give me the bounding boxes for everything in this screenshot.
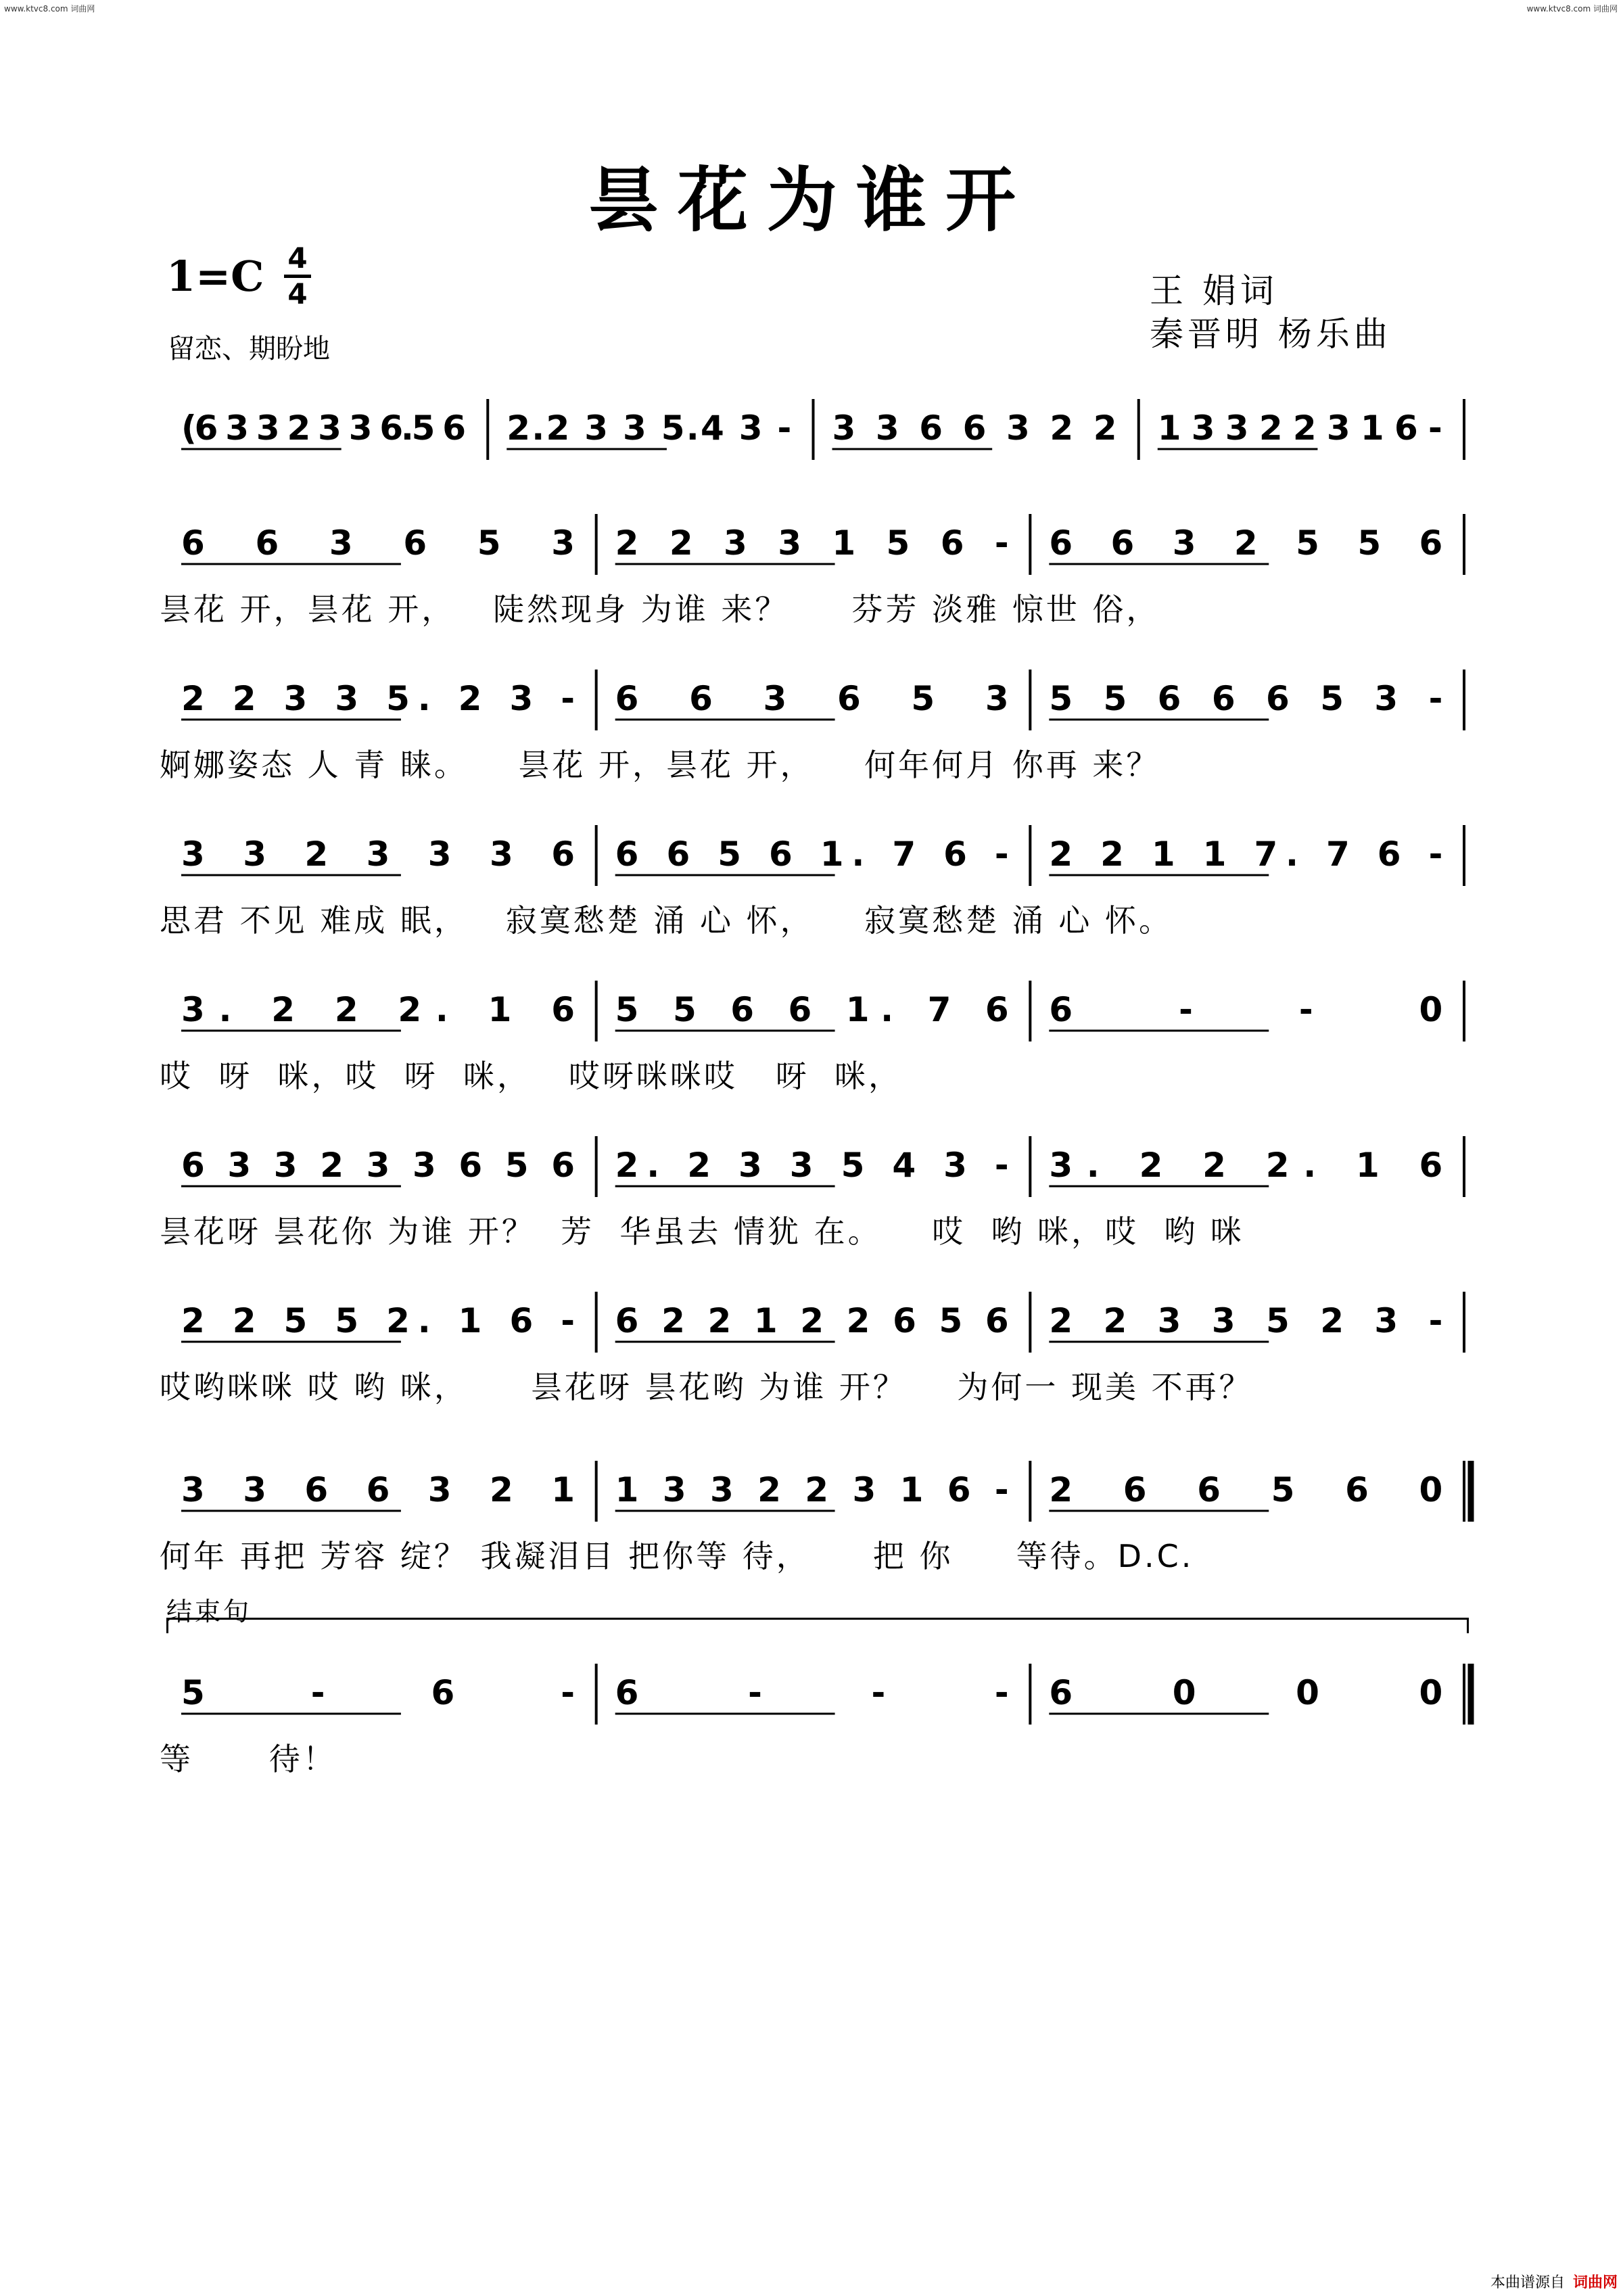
measure-notes: 2 2 3 3 1 5 6 - xyxy=(615,523,1009,563)
measure-notes: 2.2 3 3 5.4 3 - xyxy=(507,408,792,448)
notation-svg xyxy=(0,974,1623,1055)
measure-notes: 6 3 3 2 3 3 6 5 6 xyxy=(181,1146,575,1185)
footer-text: 本曲谱源自 xyxy=(1490,2274,1565,2291)
key-signature: 1=C xyxy=(166,252,264,301)
measure-notes: 6 - - 0 xyxy=(1049,990,1443,1029)
tempo-marking: 留恋、期盼地 xyxy=(168,333,330,365)
measure-notes: 6 2 2 1 2 2 6 5 6 xyxy=(615,1301,1009,1340)
site-watermark-left: www.ktvc8.com 词曲网 xyxy=(4,4,95,14)
measure-notes: 2 2 5 5 2. 1 6 - xyxy=(181,1301,575,1340)
measure-notes: 2 6 6 5 6 0 xyxy=(1049,1470,1443,1509)
time-signature xyxy=(284,243,311,309)
lyricist-credit: 王 娟词 xyxy=(1150,271,1278,310)
site-watermark-right: www.ktvc8.com 词曲网 xyxy=(1526,4,1618,14)
lyric-line: 哎哟咪咪 哎 哟 咪， 昙花呀 昙花哟 为谁 开？ 为何一 现美 不再？ xyxy=(160,1369,1253,1405)
ending-label: 结束句 xyxy=(166,1597,252,1626)
footer-brand: 词曲网 xyxy=(1572,2274,1618,2291)
measure-notes: 5 - 6 - xyxy=(181,1673,575,1712)
measure-notes: 2. 2 3 3 5 4 3 - xyxy=(615,1146,1009,1185)
notation-svg xyxy=(0,1454,1623,1535)
measure-notes: 1 3 3 2 2 3 1 6 - xyxy=(615,1470,1009,1509)
measure-notes: 3. 2 2 2. 1 6 xyxy=(181,990,575,1029)
meter-top: 4 xyxy=(287,241,308,275)
notation-svg xyxy=(0,392,1623,473)
source-footer xyxy=(1490,2271,1618,2292)
song-title: 昙花为谁开 xyxy=(588,158,1035,241)
lyric-line: 昙花呀 昙花你 为谁 开？ 芳 华虽去 情犹 在。 哎 哟 咪，哎 哟 咪 xyxy=(160,1213,1244,1250)
measure-notes: 2 2 3 3 5 2 3 - xyxy=(1049,1301,1443,1340)
notation-svg xyxy=(0,507,1623,588)
lyric-line: 哎 呀 咪，哎 呀 咪， 哎呀咪咪哎 呀 咪， xyxy=(160,1058,902,1094)
measure-notes: 5 5 6 6 1. 7 6 xyxy=(615,990,1009,1029)
notation-svg xyxy=(0,1285,1623,1366)
measure-notes: 6 6 3 6 5 3 xyxy=(615,679,1009,718)
notation-svg xyxy=(0,818,1623,899)
measure-notes: 6 6 5 6 1. 7 6 - xyxy=(615,835,1009,874)
notation-svg xyxy=(0,1129,1623,1211)
measure-notes: 5 5 6 6 6 5 3 - xyxy=(1049,679,1443,718)
measure-notes: 6 - - - xyxy=(615,1673,1009,1712)
measure-notes: 3 3 2 3 3 3 6 xyxy=(181,835,575,874)
meter-bottom: 4 xyxy=(287,277,308,310)
measure-notes: 6 6 3 6 5 3 xyxy=(181,523,575,563)
measure-notes: 2 2 1 1 7. 7 6 - xyxy=(1049,835,1443,874)
measure-notes: 1 3 3 2 2 3 1 6 - xyxy=(1157,408,1442,448)
measure-notes: (6 3 3 2 3 3 6.5 6 xyxy=(181,408,466,448)
measure-notes: 2 2 3 3 5. 2 3 - xyxy=(181,679,575,718)
notation-svg xyxy=(0,663,1623,744)
lyric-line: 昙花 开，昙花 开， 陡然现身 为谁 来？ 芬芳 淡雅 惊世 俗， xyxy=(160,591,1160,628)
measure-notes: 6 6 3 2 5 5 6 xyxy=(1049,523,1443,563)
measure-notes: 3. 2 2 2. 1 6 xyxy=(1049,1146,1443,1185)
composer-credit: 秦晋明 杨乐曲 xyxy=(1150,314,1392,354)
measure-notes: 6 0 0 0 xyxy=(1049,1673,1443,1712)
measure-notes: 3 3 6 6 3 2 1 xyxy=(181,1470,575,1509)
measure-notes: 3 3 6 6 3 2 2 xyxy=(832,408,1117,448)
notation-svg xyxy=(0,1657,1623,1738)
lyric-line: 何年 再把 芳容 绽？ 我凝泪目 把你等 待， 把 你 等待。D.C. xyxy=(160,1538,1194,1574)
lyric-line: 婀娜姿态 人 青 睐。 昙花 开，昙花 开， 何年何月 你再 来？ xyxy=(160,747,1160,783)
lyric-line: 思君 不见 难成 眠， 寂寞愁楚 涌 心 怀， 寂寞愁楚 涌 心 怀。 xyxy=(160,902,1173,939)
lyric-line: 等 待！ xyxy=(160,1741,337,1777)
